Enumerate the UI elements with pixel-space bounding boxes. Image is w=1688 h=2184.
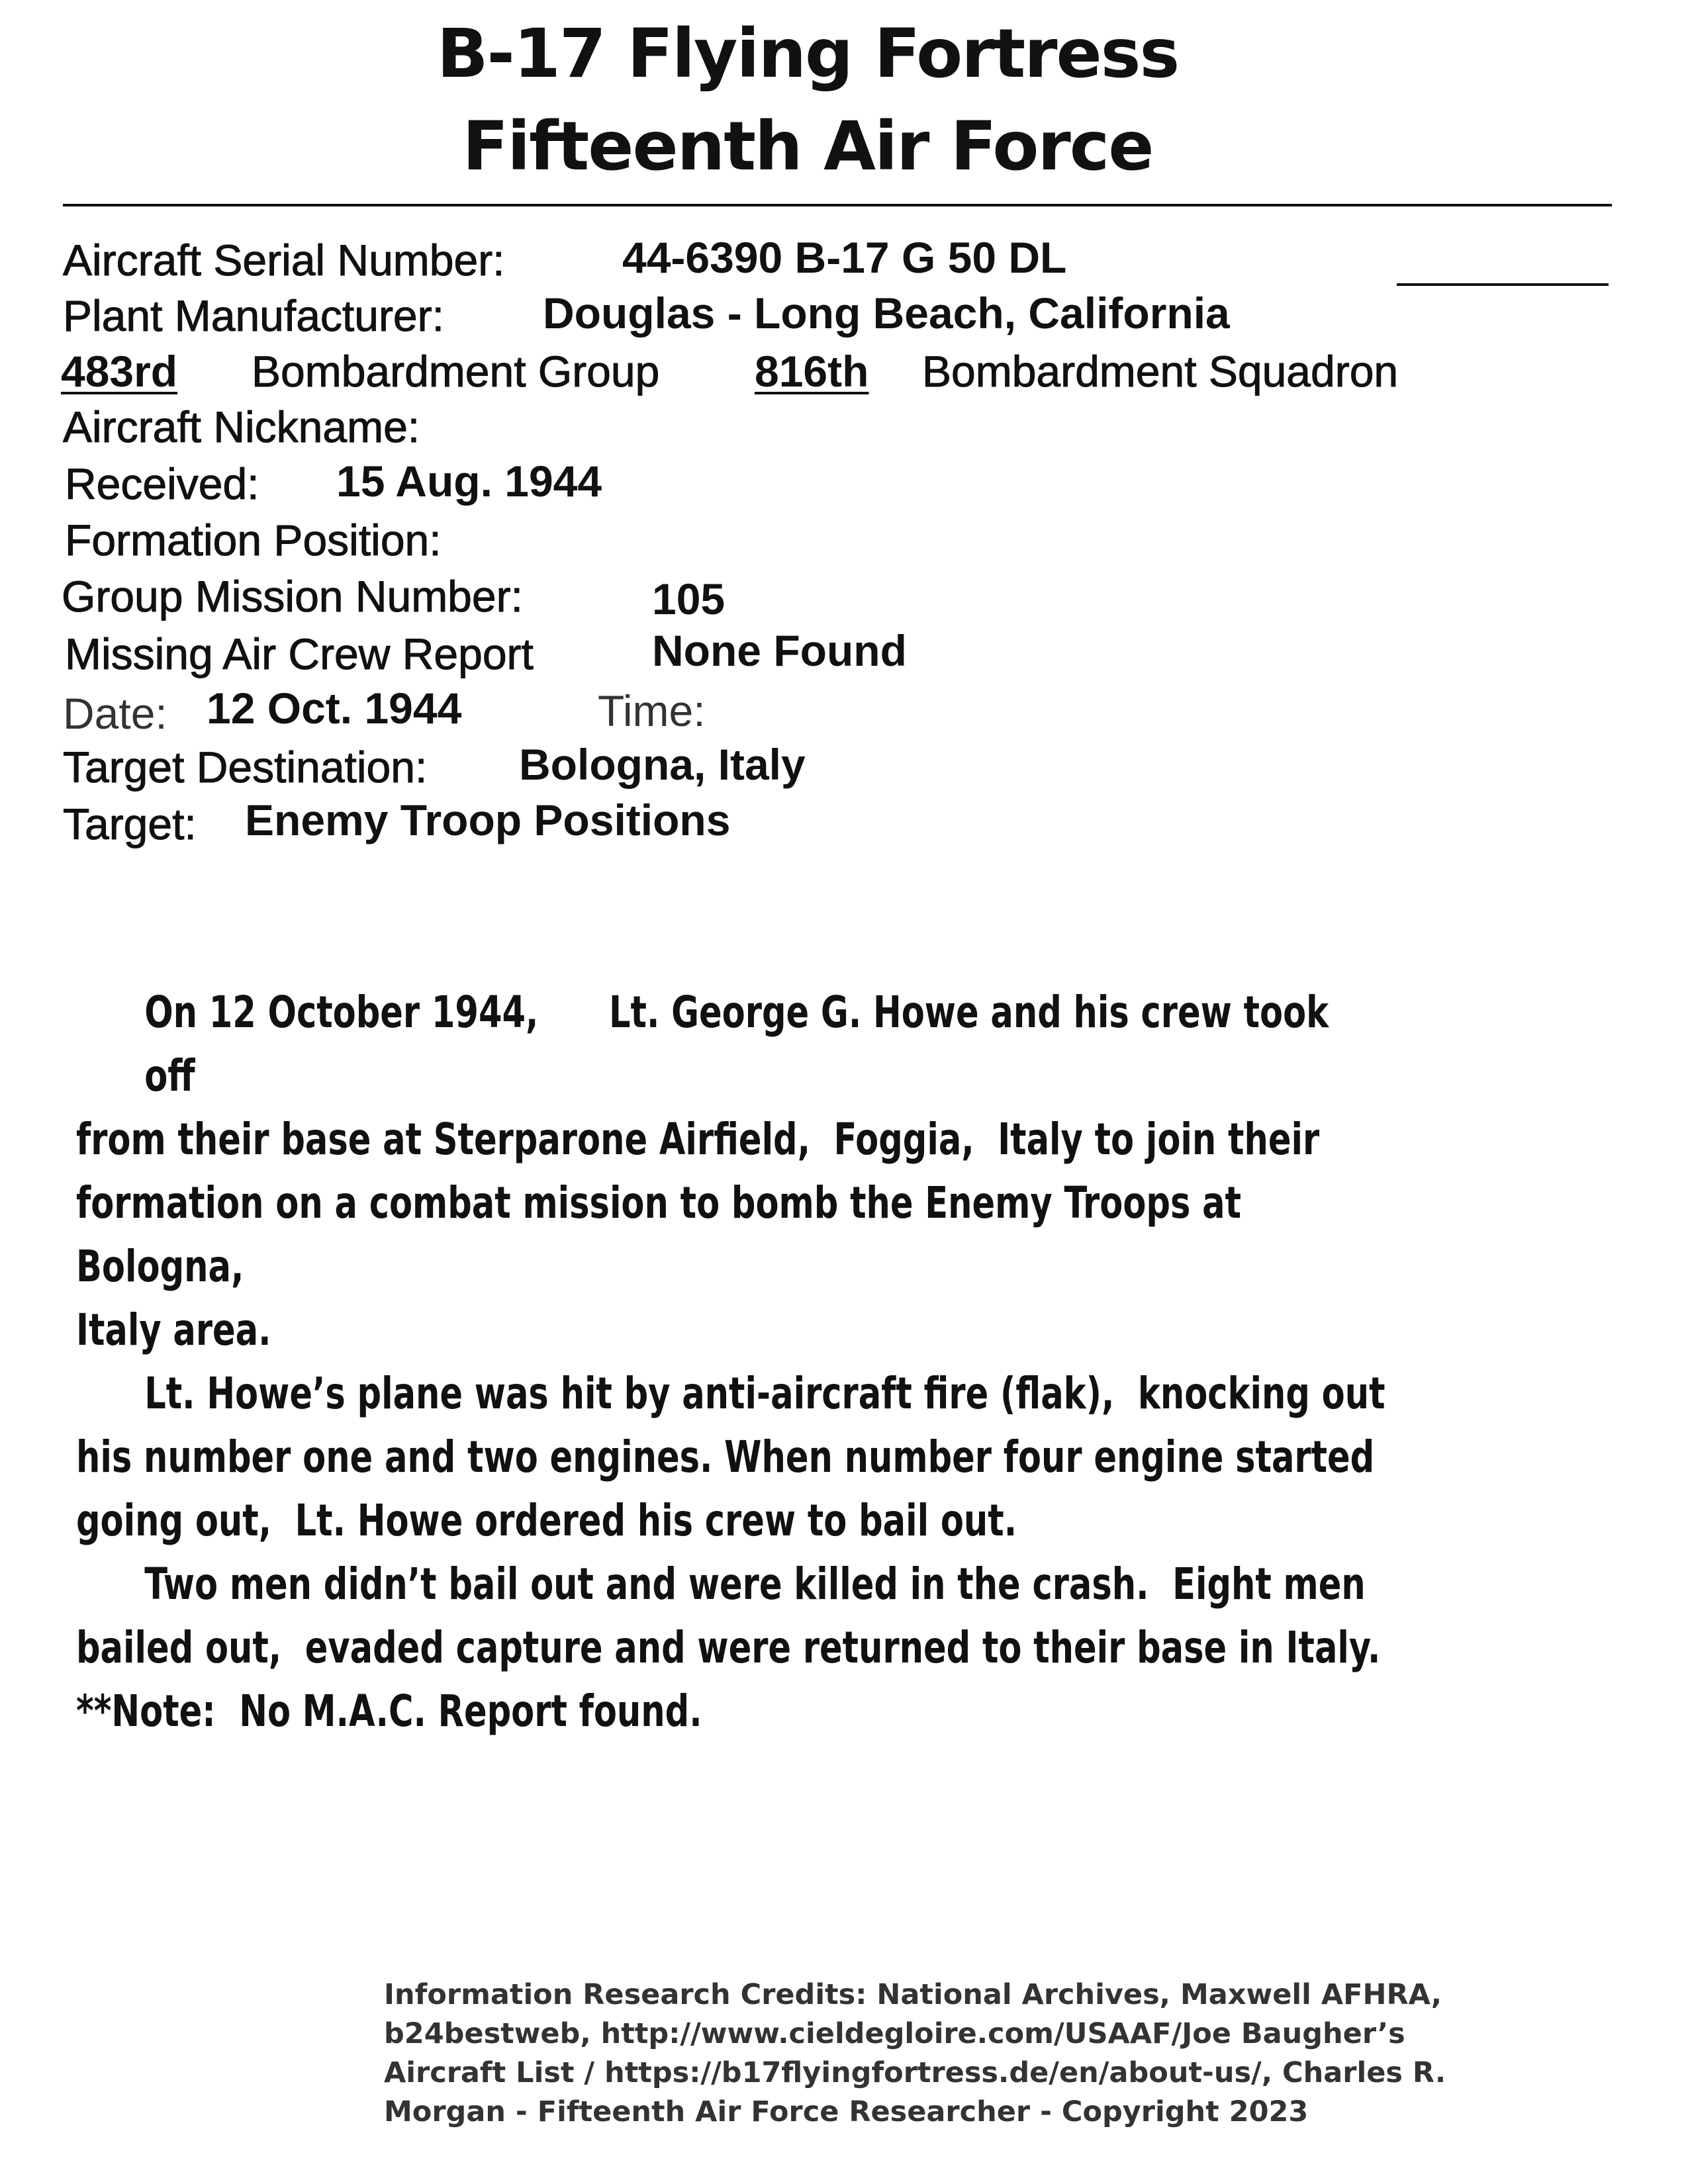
credits-line: b24bestweb, http://www.cieldegloire.com/USAAF/Joe Baugher’s [384, 2017, 1405, 2050]
group-label: Bombardment Group [252, 347, 660, 396]
manufacturer-label: Plant Manufacturer: [63, 291, 444, 340]
narrative-line: going out, Lt. Howe ordered his crew to bail out. [76, 1495, 1017, 1546]
narrative-line: Italy area. [76, 1304, 271, 1355]
squadron-label: Bombardment Squadron [922, 347, 1399, 396]
credits-line: Aircraft List / https://b17flyingfortress.de/en/about-us/, Charles R. [384, 2056, 1446, 2089]
research-credits [384, 1976, 1446, 2132]
mission-value: 105 [652, 574, 726, 623]
target-label: Target: [63, 799, 197, 848]
page-title: B-17 Flying Fortress [436, 15, 1179, 93]
manufacturer-value: Douglas - Long Beach, California [543, 289, 1230, 338]
narrative-line: formation on a combat mission to bomb the Enemy Troops at Bologna, [76, 1177, 1253, 1292]
page-subtitle: Fifteenth Air Force [462, 107, 1153, 186]
narrative-line: On 12 October 1944, Lt. George G. Howe and his crew took off [144, 987, 1340, 1101]
narrative-text [76, 981, 1385, 1743]
header-divider [63, 204, 1612, 206]
nickname-label: Aircraft Nickname: [63, 402, 420, 451]
narrative-line: bailed out, evaded capture and were returned to their base in Italy. [76, 1622, 1381, 1673]
serial-label: Aircraft Serial Number: [63, 236, 505, 285]
credits-line: Information Research Credits: National Archives, Maxwell AFHRA, [384, 1978, 1442, 2011]
narrative-line: Lt. Howe’s plane was hit by anti-aircraft fire (flak), knocking out [144, 1368, 1385, 1419]
narrative-line: Two men didn’t bail out and were killed in the crash. Eight men [144, 1559, 1366, 1610]
destination-value: Bologna, Italy [519, 740, 806, 789]
narrative-line: from their base at Sterparone Airfield, Foggia, Italy to join their [76, 1114, 1320, 1165]
squadron-number: 816th [755, 347, 869, 396]
group-number: 483rd [61, 347, 178, 396]
date-label: Date: [63, 689, 167, 738]
macr-value: None Found [652, 626, 907, 675]
target-value: Enemy Troop Positions [245, 796, 731, 844]
destination-label: Target Destination: [63, 743, 428, 792]
received-value: 15 Aug. 1944 [336, 457, 602, 506]
serial-blank-line [1397, 283, 1609, 286]
serial-value: 44-6390 B-17 G 50 DL [622, 233, 1067, 282]
narrative-line: his number one and two engines. When number four engine started [76, 1432, 1375, 1482]
date-value: 12 Oct. 1944 [207, 684, 462, 733]
time-label: Time: [598, 686, 706, 735]
macr-label: Missing Air Crew Report [65, 629, 534, 678]
credits-line: Morgan - Fifteenth Air Force Researcher - Copyright 2023 [384, 2095, 1309, 2128]
narrative-line: **Note: No M.A.C. Report found. [76, 1686, 702, 1737]
formation-label: Formation Position: [65, 516, 442, 565]
received-label: Received: [65, 459, 259, 508]
mission-label: Group Mission Number: [62, 572, 523, 621]
